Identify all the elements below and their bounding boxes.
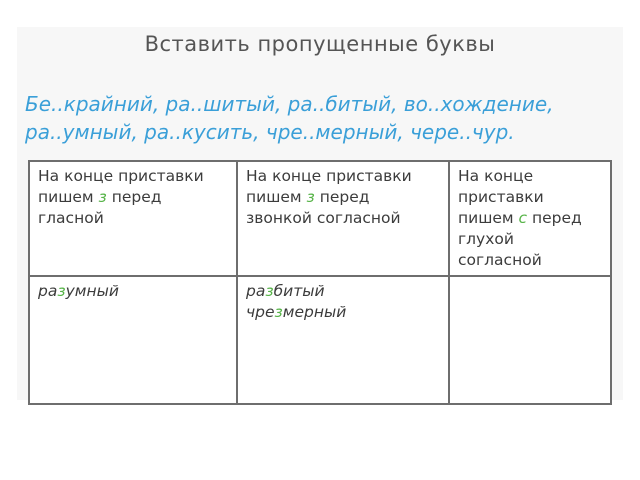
examples-vowel	[29, 276, 237, 404]
example-letter: з	[274, 303, 283, 321]
example-word	[246, 302, 440, 323]
example-prefix: ра	[246, 282, 266, 300]
rule-voiced-header	[237, 161, 449, 276]
examples-voiced	[237, 276, 449, 404]
rule-text: перед гласной	[38, 188, 162, 227]
example-word	[246, 281, 440, 302]
page-title: Вставить пропущенные буквы	[144, 32, 496, 56]
example-rest: мерный	[282, 303, 347, 321]
example-rest: битый	[273, 282, 325, 300]
examples-voiceless	[449, 276, 611, 404]
rules-table	[28, 160, 612, 405]
example-prefix: ра	[38, 282, 58, 300]
rule-text: На конце приставки пишем	[246, 167, 412, 206]
example-letter: з	[57, 282, 66, 300]
task-line-1: Бе..крайний, ра..шитый, ра..битый, во..хождение,	[25, 92, 554, 116]
task-text	[25, 90, 625, 146]
rule-text: перед глухой согласной	[458, 209, 582, 269]
rule-letter: з	[306, 188, 315, 206]
rule-text: На конце приставки пишем	[38, 167, 204, 206]
example-rest: умный	[65, 282, 119, 300]
rule-voiceless-header	[449, 161, 611, 276]
rule-letter: с	[518, 209, 528, 227]
table-examples-row	[29, 276, 611, 404]
task-line-2: ра..умный, ра..кусить, чре..мерный, чере..чур.	[25, 120, 515, 144]
rule-text: На конце приставки пишем	[458, 167, 544, 227]
rule-text: перед звонкой согласной	[246, 188, 401, 227]
rule-vowel-header	[29, 161, 237, 276]
example-letter: з	[265, 282, 274, 300]
example-prefix: чре	[246, 303, 275, 321]
table-header-row	[29, 161, 611, 276]
example-word	[38, 281, 228, 302]
rule-letter: з	[98, 188, 107, 206]
